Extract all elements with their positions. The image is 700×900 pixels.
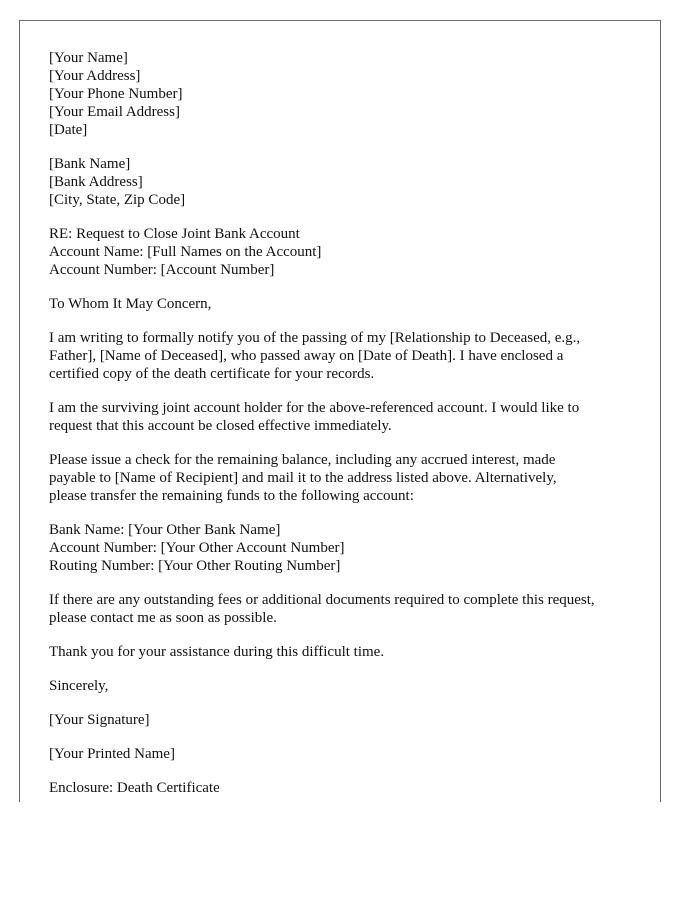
spacer [49,313,649,329]
recipient-block [49,155,649,209]
transfer-bank-name: Bank Name: [Your Other Bank Name] [49,522,281,538]
spacer [49,435,649,451]
account-name-line: Account Name: [Full Names on the Account] [49,244,322,260]
spacer [49,575,649,591]
letter-page [19,20,661,802]
spacer [49,695,649,711]
sender-address: [Your Address] [49,68,141,84]
paragraph-line: request that this account be closed effective immediately. [49,418,392,434]
paragraph-line: If there are any outstanding fees or additional documents required to complete this request, [49,592,595,608]
transfer-account-block [49,521,649,575]
enclosure-line: Enclosure: Death Certificate [49,780,220,796]
spacer [49,209,649,225]
paragraph-line: please contact me as soon as possible. [49,610,277,626]
sender-name: [Your Name] [49,50,128,66]
subject-line: RE: Request to Close Joint Bank Account [49,226,300,242]
spacer [49,763,649,779]
spacer [49,279,649,295]
sender-phone: [Your Phone Number] [49,86,183,102]
paragraph-contact [49,591,649,627]
paragraph-line: Please issue a check for the remaining balance, including any accrued interest, made [49,452,556,468]
subject-block [49,225,649,279]
bank-address: [Bank Address] [49,174,143,190]
sender-block [49,49,649,139]
bank-city-state-zip: [City, State, Zip Code] [49,192,186,208]
spacer [49,729,649,745]
paragraph-instructions [49,451,649,505]
paragraph-line: certified copy of the death certificate for your records. [49,366,375,382]
paragraph-line: I am the surviving joint account holder for the above-referenced account. I would like to [49,400,580,416]
paragraph-request [49,399,649,435]
paragraph-line: I am writing to formally notify you of the passing of my [Relationship to Deceased, e.g., [49,330,581,346]
bank-name: [Bank Name] [49,156,131,172]
paragraph-notification [49,329,649,383]
thank-you-line: Thank you for your assistance during this difficult time. [49,644,385,660]
spacer [49,505,649,521]
spacer [49,383,649,399]
paragraph-line: please transfer the remaining funds to the following account: [49,488,414,504]
spacer [49,661,649,677]
printed-name-line: [Your Printed Name] [49,746,175,762]
sign-off: Sincerely, [49,678,109,694]
paragraph-line: payable to [Name of Recipient] and mail it to the address listed above. Alternatively, [49,470,557,486]
paragraph-line: Father], [Name of Deceased], who passed away on [Date of Death]. I have enclosed a [49,348,564,364]
spacer [49,627,649,643]
spacer [49,139,649,155]
letter-date: [Date] [49,122,88,138]
salutation: To Whom It May Concern, [49,296,212,312]
transfer-account-number: Account Number: [Your Other Account Number] [49,540,345,556]
letter-content [49,49,649,797]
sender-email: [Your Email Address] [49,104,180,120]
transfer-routing-number: Routing Number: [Your Other Routing Number] [49,558,341,574]
account-number-line: Account Number: [Account Number] [49,262,275,278]
signature-line: [Your Signature] [49,712,150,728]
